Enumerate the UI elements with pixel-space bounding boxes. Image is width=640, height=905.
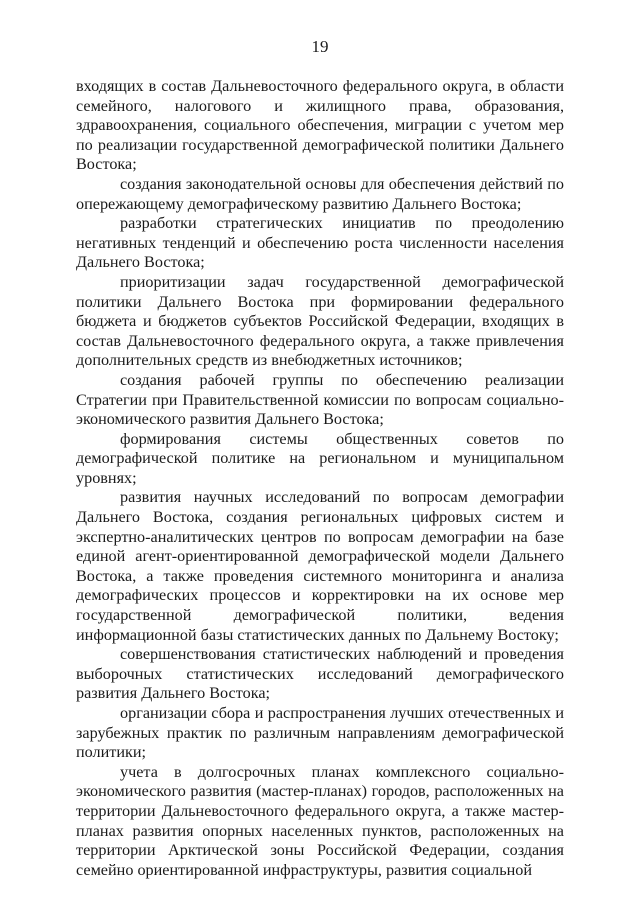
page-number: 19 <box>311 37 329 56</box>
paragraph-legislative-basis: создания законодательной основы для обеспечения действий по опережающему демографическому развитию Дальнего Востока; <box>76 174 564 213</box>
document-body <box>76 77 564 880</box>
paragraph-statistics-improvement: совершенствования статистических наблюдений и проведения выборочных статистических исследований демографического развития Дальнего Востока; <box>76 645 564 703</box>
paragraph-master-plans: учета в долгосрочных планах комплексного социально-экономического развития (мастер-планах) городов, расположенных на территории Дальневосточного федерального округа, а также мастер-планах развития опорных населенных пунктов, расположенных на территории Арктической зоны Российской Федерации, создания семейно ориентированной инфраструктуры, развития социальной <box>76 762 564 879</box>
paragraph-public-councils: формирования системы общественных советов по демографической политике на региональном и муниципальном уровнях; <box>76 429 564 487</box>
paragraph-working-group: создания рабочей группы по обеспечению реализации Стратегии при Правительственной комиссии по вопросам социально-экономического развития Дальнего Востока; <box>76 370 564 429</box>
paragraph-best-practices: организации сбора и распространения лучших отечественных и зарубежных практик по различным направлениям демографической политики; <box>76 704 564 762</box>
paragraph-research-development: развития научных исследований по вопросам демографии Дальнего Востока, создания региональных цифровых систем и экспертно-аналитических центров по вопросам демографии на базе единой агент-ориентированной демографической модели Дальнего Востока, а также проведения системного мониторинга и анализа демографических процессов и корректировки на их основе мер государственной демографической политики, ведения информационной базы статистических данных по Дальнему Востоку; <box>76 488 564 644</box>
paragraph-budget-prioritization: приоритизации задач государственной демографической политики Дальнего Востока при формировании федерального бюджета и бюджетов субъектов Российской Федерации, входящих в состав Дальневосточного федерального округа, а также привлечения дополнительных средств из внебюджетных источников; <box>76 272 564 370</box>
paragraph-continuation: входящих в состав Дальневосточного федерального округа, в области семейного, налогового и жилищного права, образования, здравоохранения, социального обеспечения, миграции с учетом мер по реализации государственной демографической политики Дальнего Востока; <box>76 77 564 174</box>
paragraph-strategic-initiatives: разработки стратегических инициатив по преодолению негативных тенденций и обеспечению роста численности населения Дальнего Востока; <box>76 214 564 272</box>
